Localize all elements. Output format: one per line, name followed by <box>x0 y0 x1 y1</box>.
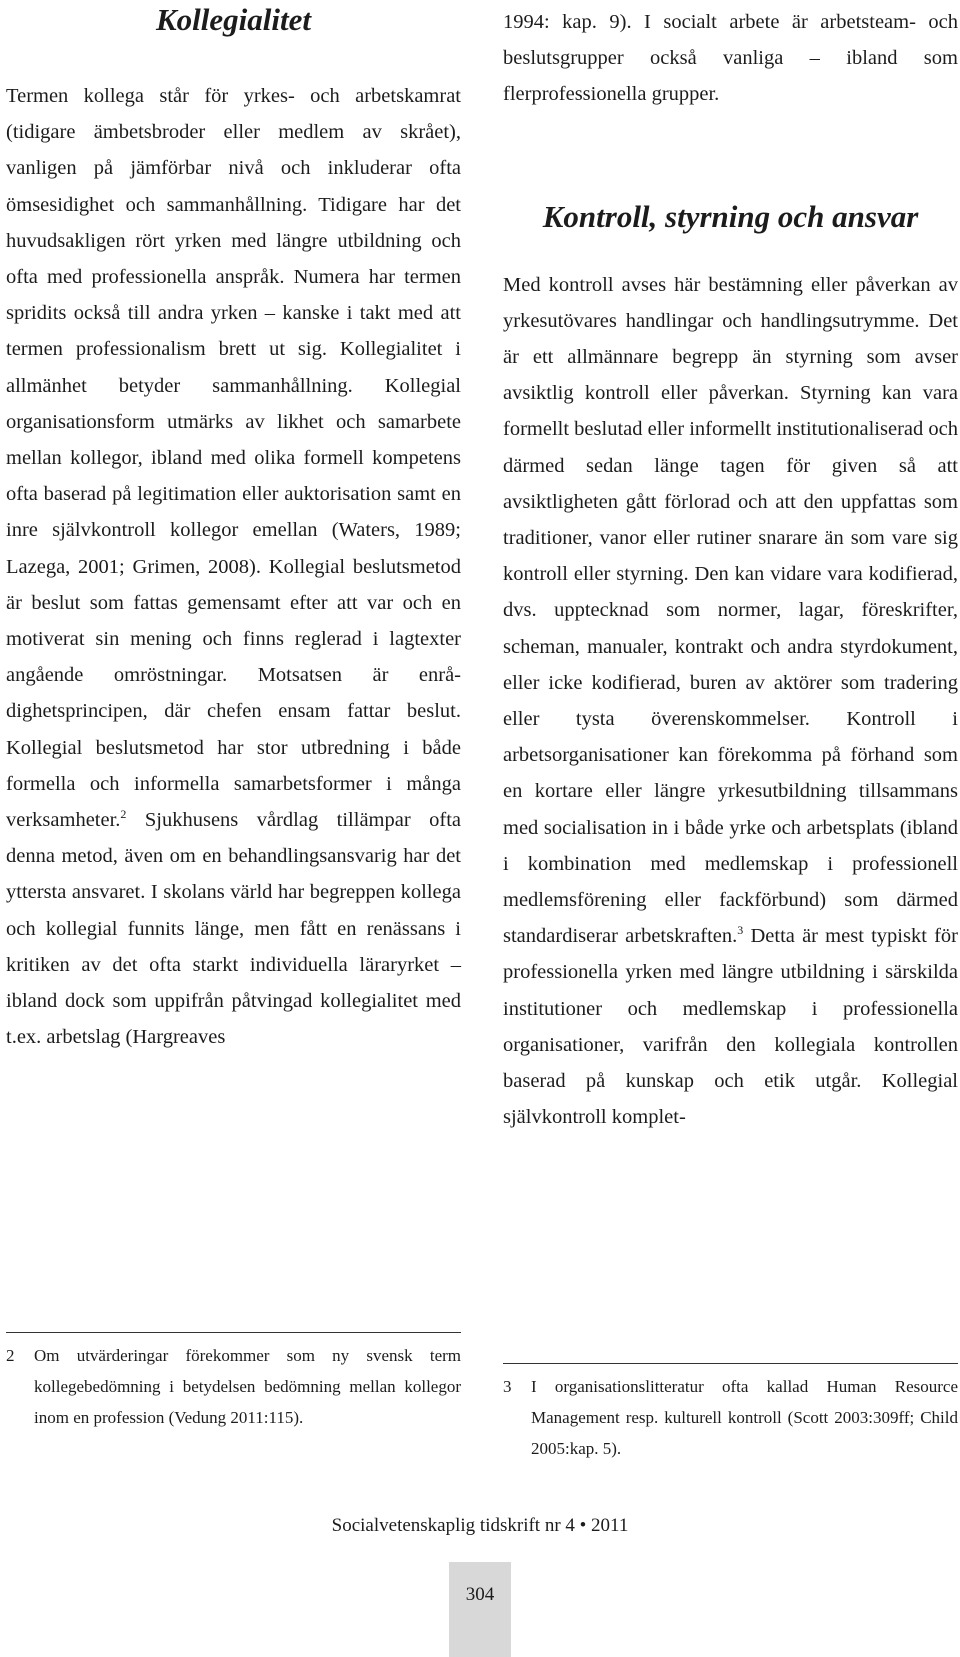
right-column <box>503 0 958 1135</box>
footnote-text: I organisationslitteratur ofta kallad Human Resource Management resp. kulturell kontroll (Scott 2003:309ff; Child 2005:kap. 5). <box>531 1377 958 1458</box>
journal-footer: Socialvetenskaplig tidskrift nr 4 • 2011 <box>331 1515 629 1536</box>
footnote-ref-2: 2 <box>120 807 127 822</box>
footnote-number: 2 <box>6 1346 15 1365</box>
footnote-number: 3 <box>503 1377 512 1396</box>
page-number-box <box>449 1562 511 1657</box>
right-body-paragraph <box>503 267 958 1136</box>
left-body-paragraph <box>6 78 461 1055</box>
right-body-text: Med kontroll avses här bestämning eller påverkan av yrkesutövares handlingar och handlingsutrymme. Det är ett allmännare begrepp än styrning som avser avsiktlig kontroll eller påverkan. Styrning kan vara formellt beslutad eller informellt institutionaliserad och därmed sedan länge tagen för given så att avsiktligheten gått förlorad och att den uppfattas som traditioner, vanor eller rutiner snarare än som vare sig kontroll eller styrning. Den kan vidare vara kodifierad, dvs. upptecknad som normer, lagar, föreskrifter, scheman, manualer, kontrakt och andra styrdokument, eller icke kodifierad, buren av aktörer som tradering eller tysta överenskommelser. Kontroll i arbetsorganisationer kan förekomma på förhand som en kortare eller längre yrkesutbildning tillsammans med socialisation in i både yrke och arbetsplats (ibland i kombination med medlemskap i professionell medlemsförening eller fackförbund) som därmed standardiserar arbetskraften. <box>503 273 958 948</box>
page-number: 304 <box>465 1584 495 1605</box>
footnote-text: Om utvärderingar förekommer som ny svensk term kollegebedömning i betydelsen bedömning mellan kollegor inom en profession (Vedung 2011:115). <box>34 1346 461 1427</box>
section-heading-kollegialitet: Kollegialitet <box>156 2 311 37</box>
left-column <box>6 0 461 1055</box>
right-body-text-continued: Detta är mest typiskt för professionella yrken med längre utbildning i särskilda institutioner och medlemskap i professionella organisationer, varifrån den kollegiala kontrollen baserad på kunskap och etik utgår. Kollegial självkontroll komplet- <box>503 925 959 1129</box>
right-top-continuation: 1994: kap. 9). I socialt arbete är arbetsteam- och beslutsgrupper också vanliga – ibland som flerprofessionella grupper. <box>503 11 958 106</box>
left-body-text-continued: Sjukhusens vårdlag tillämpar ofta denna metod, även om en behandlingsansvarig har det yttersta ansvaret. I skolans värld har begreppen kollega och kollegial funnits länge, men fått en renässans i kritiken av det ofta starkt individuella läraryrket – ibland dock som uppifrån påtvingad kollegialitet med t.ex. arbetslag (Hargreaves <box>6 809 461 1049</box>
left-body-text: Termen kollega står för yrkes- och arbetskamrat (tidigare ämbetsbroder eller medlem av skrået), vanligen på jämförbar nivå och inkluderar ofta ömsesidighet och sammanhållning. Tidigare har det huvudsakligen rört yrken med längre utbildning och ofta med professionella anspråk. Numera har termen spridits också till andra yrken – kanske i takt med att termen professionalism brett ut sig. Kollegialitet i allmänhet betyder sammanhållning. Kollegial organisationsform utmärks av likhet och samarbete mellan kollegor, ibland med olika formell kompetens ofta baserad på legitimation eller auktorisation samt en inre självkontroll kollegor emellan (Waters, 1989; Lazega, 2001; Grimen, 2008). Kollegial beslutsmetod är beslut som fattas gemensamt efter att var och en motiverat sin mening och finns reglerad i lagtexter angående omröstningar. Motsatsen är enrådighetsprincipen, där chefen ensam fattar beslut. Kollegial beslutsmetod har stor utbredning i både formella och informella samarbetsformer i många verksamheter. <box>6 85 461 832</box>
section-heading-kontroll: Kontroll, styrning och ansvar <box>542 198 919 234</box>
footnote-ref-3: 3 <box>737 923 744 938</box>
footnote-divider-right <box>503 1363 958 1364</box>
footnote-2 <box>6 1340 461 1433</box>
footnote-divider-left <box>6 1332 461 1333</box>
footnote-3 <box>503 1371 958 1464</box>
